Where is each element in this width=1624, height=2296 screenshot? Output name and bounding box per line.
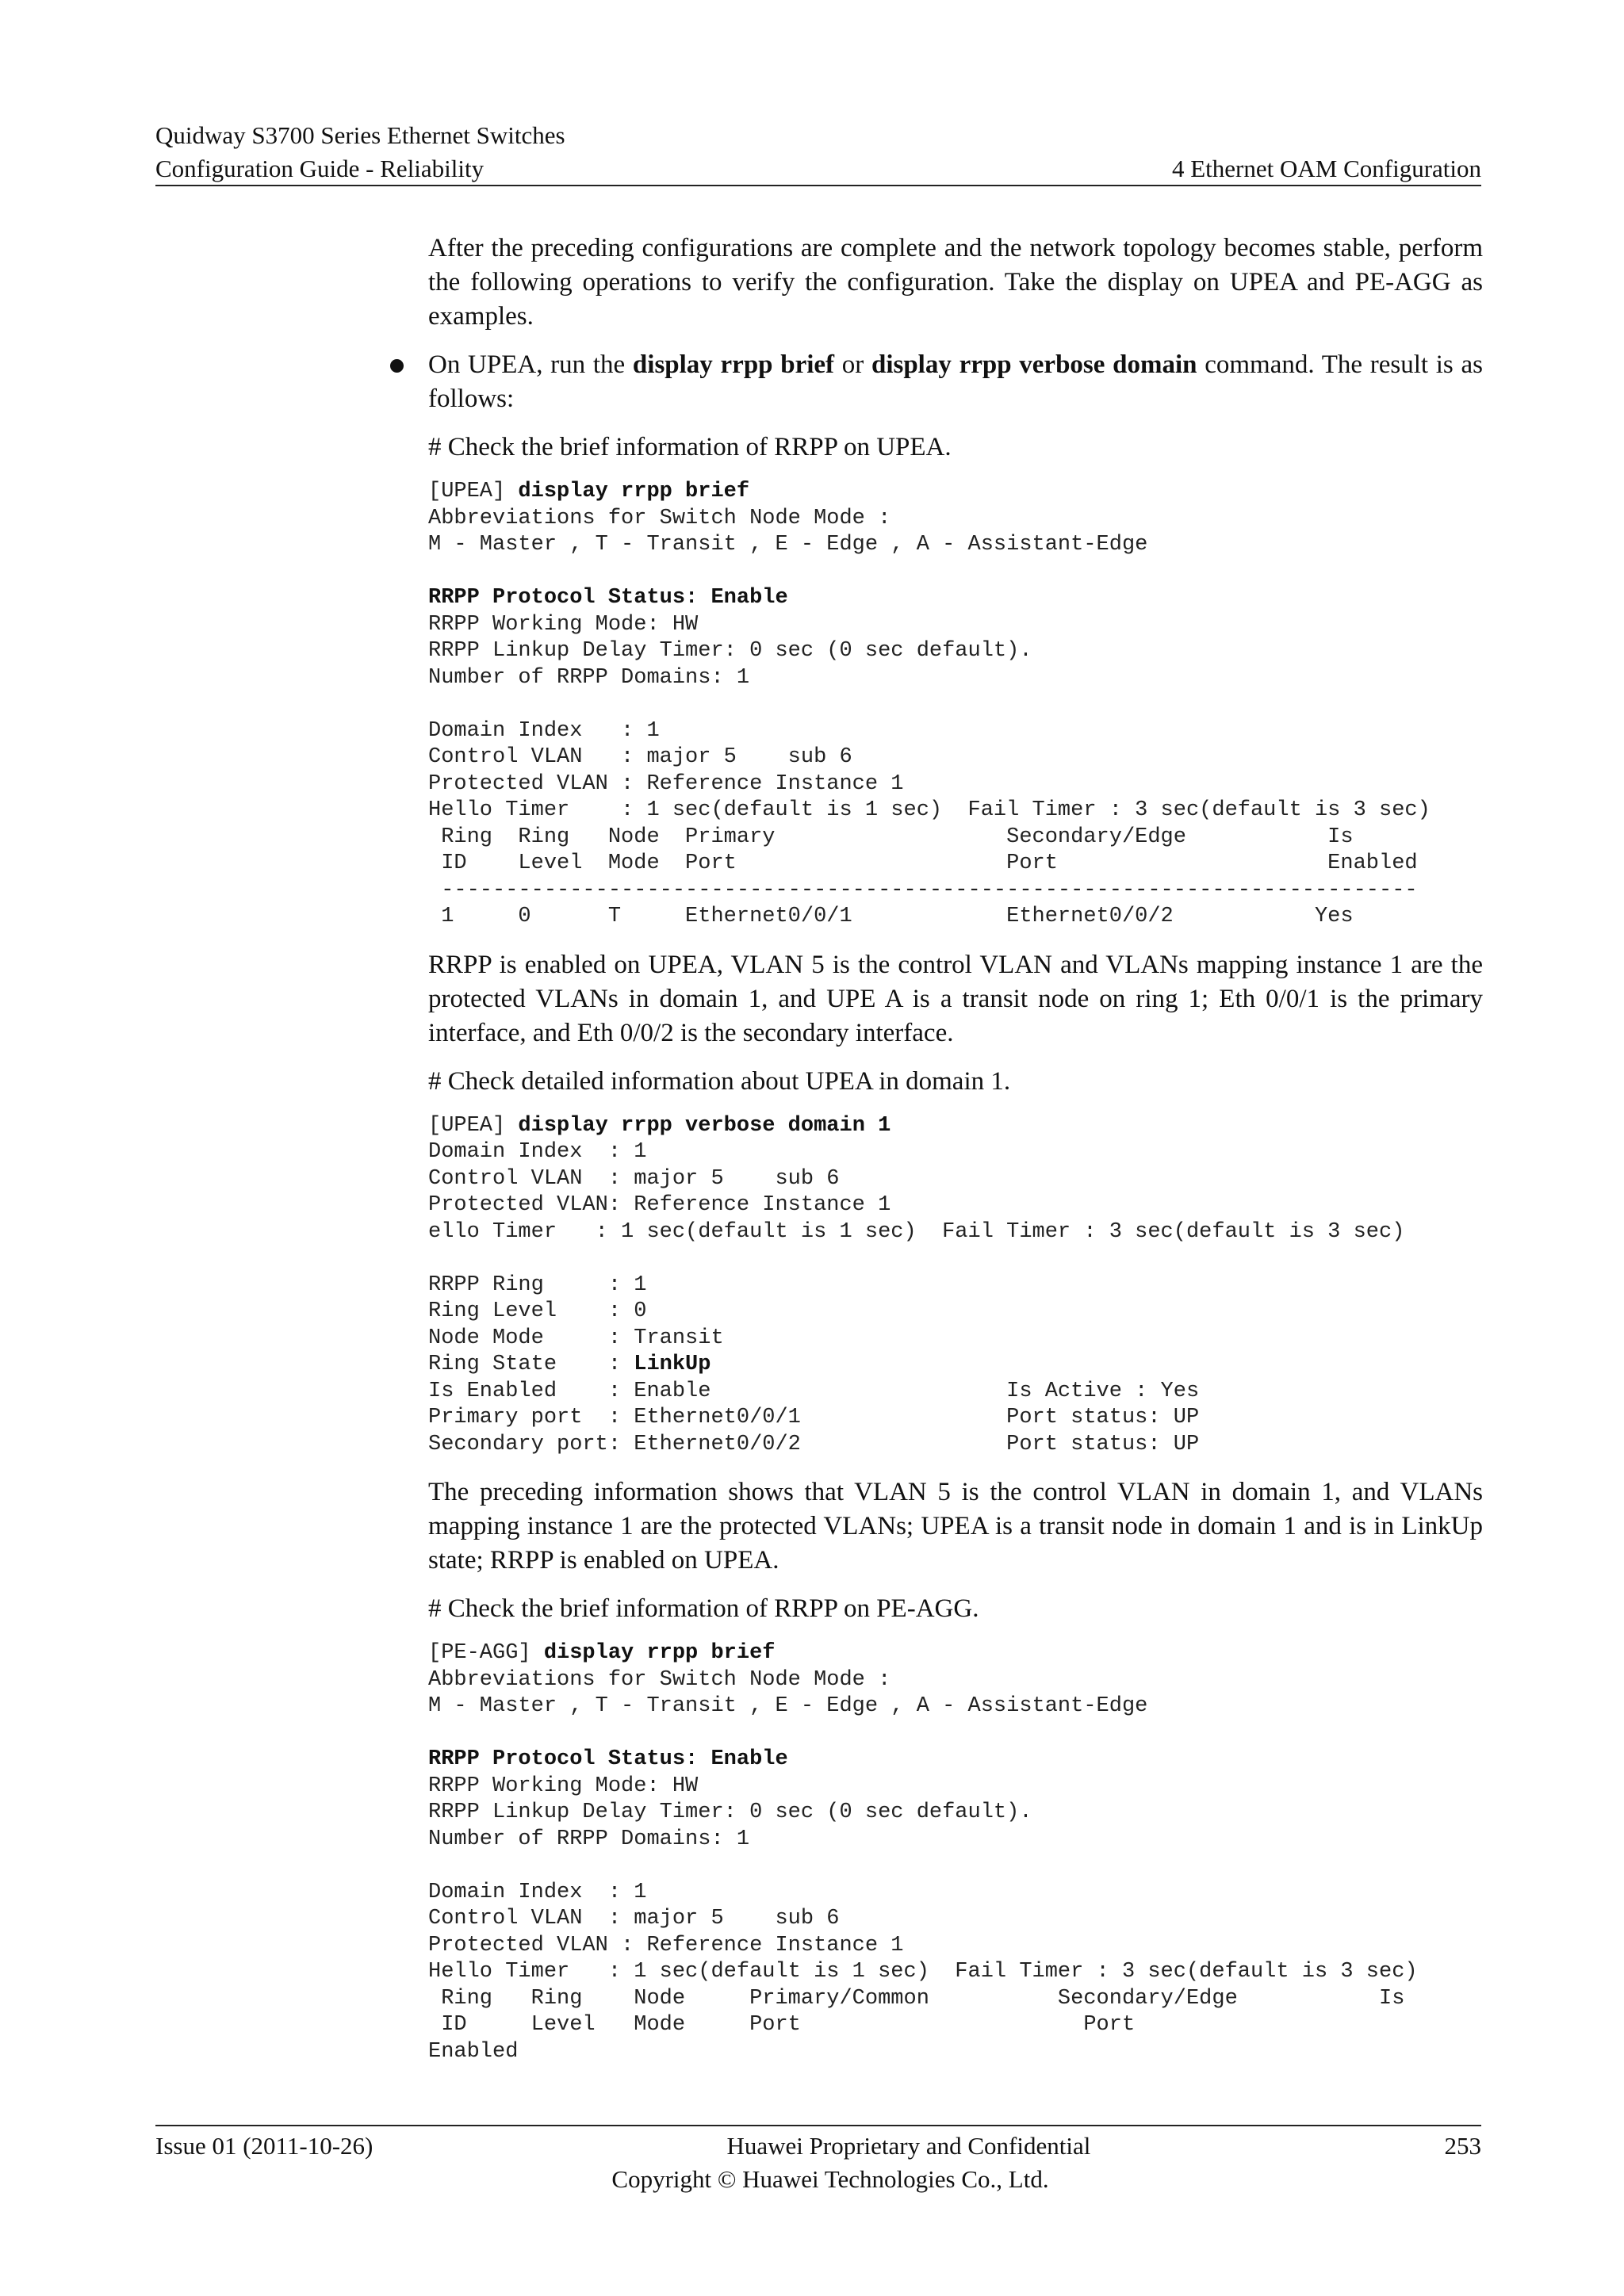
code-lines: Domain Index : 1 Control VLAN : major 5 sub 6 Protected VLAN: Reference Instance 1 ello Timer : 1 sec(default is 1 sec) Fail Timer : 3 sec(default is 3 sec) RRPP Ring : 1 Ring Level : 0 Node Mode : Transit Ring State : <box>428 1140 1405 1376</box>
code-ring-state: LinkUp <box>634 1353 711 1376</box>
code-protocol-status: RRPP Protocol Status: Enable <box>428 586 788 610</box>
code-block-upea-verbose <box>428 1113 1483 1459</box>
explanation-paragraph-2: The preceding information shows that VLAN 5 is the control VLAN in domain 1, and VLANs mapping instance 1 are the protected VLANs; UPEA is a transit node in domain 1 and is in LinkUp state; RRPP is enabled on UPEA. <box>428 1478 1483 1575</box>
code-block-upea-brief <box>428 479 1483 931</box>
page-header <box>155 119 1481 186</box>
explanation-paragraph-1: RRPP is enabled on UPEA, VLAN 5 is the control VLAN and VLANs mapping instance 1 are the protected VLANs in domain 1, and UPE A is a transit node on ring 1; Eth 0/0/1 is the primary interface, and Eth 0/0/2 is the secondary interface. <box>428 950 1483 1047</box>
footer-divider <box>155 2125 1481 2126</box>
code-lines: RRPP Working Mode: HW RRPP Linkup Delay Timer: 0 sec (0 sec default). Number of RRPP Domains: 1 Domain Index : 1 Control VLAN : major 5 sub 6 Protected VLAN : Reference Instance 1 Hello Timer : 1 sec(default is 1 sec) Fail Timer : 3 sec(default is 3 sec) Ring Ring Node Primary/Common Secondary/Edge Is ID Level Mode Port Port Enabled <box>428 1774 1418 2064</box>
bullet-command-1: display rrpp brief <box>632 350 835 379</box>
page-footer <box>155 2130 1481 2196</box>
code-command: display rrpp brief <box>543 1641 776 1665</box>
code-command: display rrpp brief <box>518 480 750 503</box>
bullet-suffix: command. The result is as follows: <box>428 350 1483 413</box>
code-lines: RRPP Working Mode: HW RRPP Linkup Delay Timer: 0 sec (0 sec default). Number of RRPP Domains: 1 Domain Index : 1 Control VLAN : major 5 sub 6 Protected VLAN : Reference Instance 1 Hello Timer : 1 sec(default is 1 sec) Fail Timer : 3 sec(default is 3 sec) Ring Ring Node Primary Secondary/Edge Is ID Level Mode Port Port Enabled ---------------------------------------------------------------------------- 1 0 T Ethernet0/0/1 Ethernet0/0/2 Yes <box>428 612 1431 928</box>
code-prompt: [PE-AGG] <box>428 1641 544 1665</box>
bullet-command-2: display rrpp verbose domain <box>871 350 1197 379</box>
code-block-peagg-brief <box>428 1640 1483 2065</box>
code-prompt: [UPEA] <box>428 480 519 503</box>
code-lines: Abbreviations for Switch Node Mode : M - Master , T - Transit , E - Edge , A - Assistant-Edge <box>428 506 1148 557</box>
bullet-mid: or <box>834 350 871 379</box>
header-chapter: 4 Ethernet OAM Configuration <box>1171 155 1481 182</box>
footer-confidential: Huawei Proprietary and Confidential <box>726 2132 1091 2160</box>
footer-page-number: 253 <box>1444 2132 1481 2160</box>
header-product: Quidway S3700 Series Ethernet Switches <box>155 121 565 149</box>
check-heading-3: # Check the brief information of RRPP on PE-AGG. <box>428 1594 979 1623</box>
footer-copyright: Copyright © Huawei Technologies Co., Ltd. <box>611 2165 1049 2193</box>
bullet-icon <box>390 359 404 373</box>
footer-issue: Issue 01 (2011-10-26) <box>155 2132 373 2160</box>
header-guide: Configuration Guide - Reliability <box>155 155 485 182</box>
header-divider <box>155 185 1481 186</box>
code-lines: Is Enabled : Enable Is Active : Yes Primary port : Ethernet0/0/1 Port status: UP Secondary port: Ethernet0/0/2 Port status: UP <box>428 1379 1200 1456</box>
intro-paragraph: After the preceding configurations are complete and the network topology becomes stable, perform the following operations to verify the configuration. Take the display on UPEA and PE-AGG as examples. <box>428 234 1483 331</box>
code-prompt: [UPEA] <box>428 1113 519 1138</box>
code-protocol-status: RRPP Protocol Status: Enable <box>428 1747 788 1771</box>
bullet-prefix: On UPEA, run the <box>428 350 633 379</box>
code-command: display rrpp verbose domain 1 <box>518 1113 891 1138</box>
check-heading-2: # Check detailed information about UPEA in domain 1. <box>428 1066 1011 1096</box>
check-heading-1: # Check the brief information of RRPP on UPEA. <box>428 433 952 461</box>
code-lines: Abbreviations for Switch Node Mode : M - Master , T - Transit , E - Edge , A - Assistant-Edge <box>428 1667 1148 1718</box>
page-content <box>428 232 1483 2083</box>
bullet-item <box>428 348 1483 416</box>
